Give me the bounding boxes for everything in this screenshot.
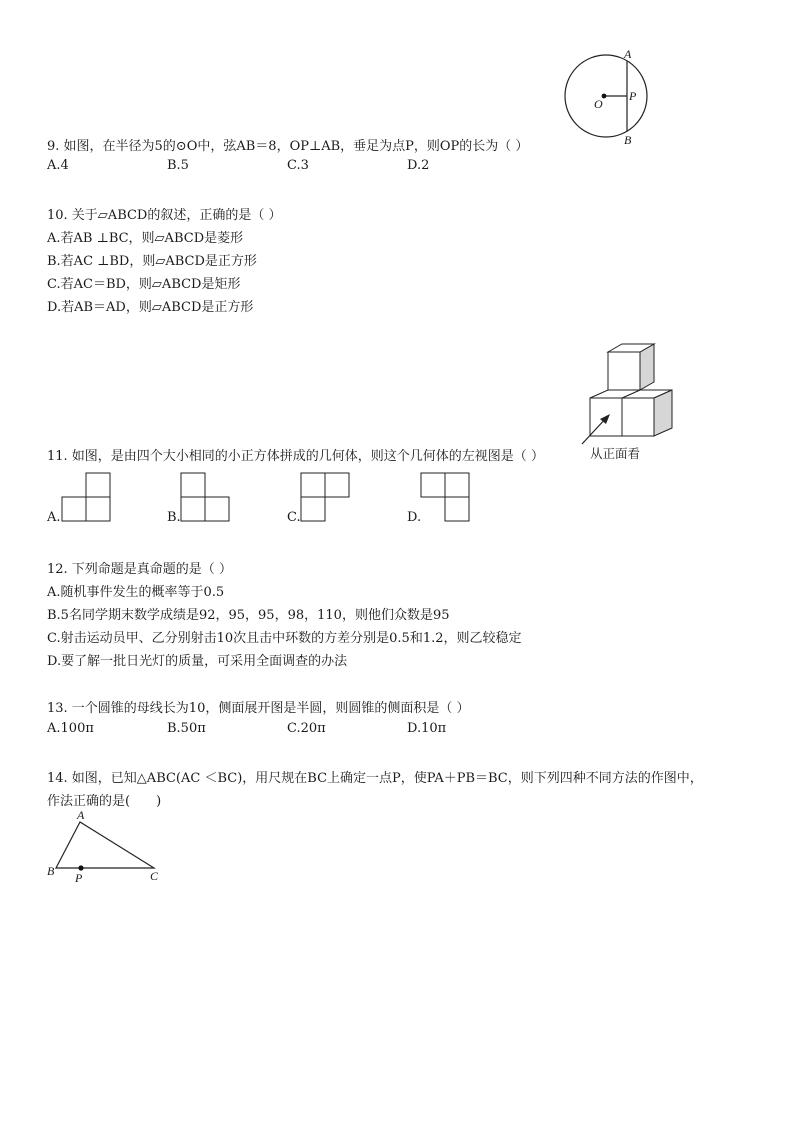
- q10-option-b[interactable]: B.若AC ⊥BD，则▱ABCD是正方形: [47, 254, 257, 269]
- label-b: B: [47, 864, 55, 878]
- q13-option-a[interactable]: A.100π: [47, 721, 94, 736]
- q11-option-a-figure[interactable]: [62, 472, 112, 524]
- label-a: A: [624, 47, 632, 61]
- bottom-right-front: [622, 398, 654, 436]
- q11-option-c-figure[interactable]: [301, 472, 351, 524]
- square: [445, 497, 469, 521]
- q12-option-d[interactable]: D.要了解一批日光灯的质量，可采用全面调查的办法: [47, 654, 348, 669]
- square: [86, 497, 110, 521]
- q14-stem-line2: 作法正确的是( ): [47, 794, 162, 809]
- triangle-abc: [56, 822, 154, 868]
- label-p: P: [629, 89, 637, 103]
- square: [181, 473, 205, 497]
- label-b: B: [624, 133, 632, 147]
- square: [421, 473, 445, 497]
- top-cube-front: [608, 352, 640, 390]
- q13-option-c[interactable]: C.20π: [287, 721, 326, 736]
- q9-circle-figure: [560, 46, 650, 146]
- label-a: A: [77, 808, 85, 822]
- q13-option-d[interactable]: D.10π: [407, 721, 447, 736]
- square: [181, 497, 205, 521]
- q11-stem: 11. 如图，是由四个大小相同的小正方体拼成的几何体，则这个几何体的左视图是（ ）: [47, 449, 544, 464]
- label-o: O: [594, 97, 603, 111]
- q10-option-c[interactable]: C.若AC＝BD，则▱ABCD是矩形: [47, 277, 241, 292]
- q12-option-a[interactable]: A.随机事件发生的概率等于0.5: [47, 585, 225, 600]
- bottom-right-side: [654, 390, 672, 436]
- square: [62, 497, 86, 521]
- q10-option-d[interactable]: D.若AB＝AD，则▱ABCD是正方形: [47, 300, 254, 315]
- q11-option-d-label[interactable]: D.: [407, 510, 422, 525]
- square: [325, 473, 349, 497]
- q14-stem-line1: 14. 如图，已知△ABC(AC ＜BC)，用尺规在BC上确定一点P，使PA＋PB＝BC，则下列四种不同方法的作图中，: [47, 771, 703, 786]
- q13-stem: 13. 一个圆锥的母线长为10，侧面展开图是半圆，则圆锥的侧面积是（ ）: [47, 701, 470, 716]
- q11-option-a-label[interactable]: A.: [47, 510, 61, 525]
- square: [301, 473, 325, 497]
- q11-option-d-figure[interactable]: [421, 472, 471, 524]
- q11-option-c-label[interactable]: C.: [287, 510, 301, 525]
- q9-option-c[interactable]: C.3: [287, 158, 309, 173]
- q9-stem: 9. 如图，在半径为5的⊙O中，弦AB＝8，OP⊥AB，垂足为点P，则OP的长为（ ）: [47, 139, 529, 154]
- q9-option-d[interactable]: D.2: [407, 158, 430, 173]
- q11-front-view-label: 从正面看: [590, 446, 641, 461]
- point-p: [78, 865, 83, 870]
- q10-stem: 10. 关于▱ABCD的叙述，正确的是（ ）: [47, 208, 282, 223]
- q12-option-c[interactable]: C.射击运动员甲、乙分别射击10次且击中环数的方差分别是0.5和1.2，则乙较稳定: [47, 631, 522, 646]
- q9-option-b[interactable]: B.5: [167, 158, 189, 173]
- square: [445, 473, 469, 497]
- q12-option-b[interactable]: B.5名同学期末数学成绩是92，95，95，98，110，则他们众数是95: [47, 608, 450, 623]
- label-c: C: [150, 869, 159, 883]
- q11-option-b-label[interactable]: B.: [167, 510, 181, 525]
- square: [301, 497, 325, 521]
- q14-triangle-figure: [44, 808, 174, 888]
- q11-cubes-figure: [578, 340, 678, 450]
- square: [205, 497, 229, 521]
- q11-option-b-figure[interactable]: [181, 472, 231, 524]
- q12-stem: 12. 下列命题是真命题的是（ ）: [47, 562, 232, 577]
- q9-option-a[interactable]: A.4: [47, 158, 69, 173]
- q13-option-b[interactable]: B.50π: [167, 721, 206, 736]
- q10-option-a[interactable]: A.若AB ⊥BC，则▱ABCD是菱形: [47, 231, 244, 246]
- label-p: P: [75, 871, 83, 885]
- square: [86, 473, 110, 497]
